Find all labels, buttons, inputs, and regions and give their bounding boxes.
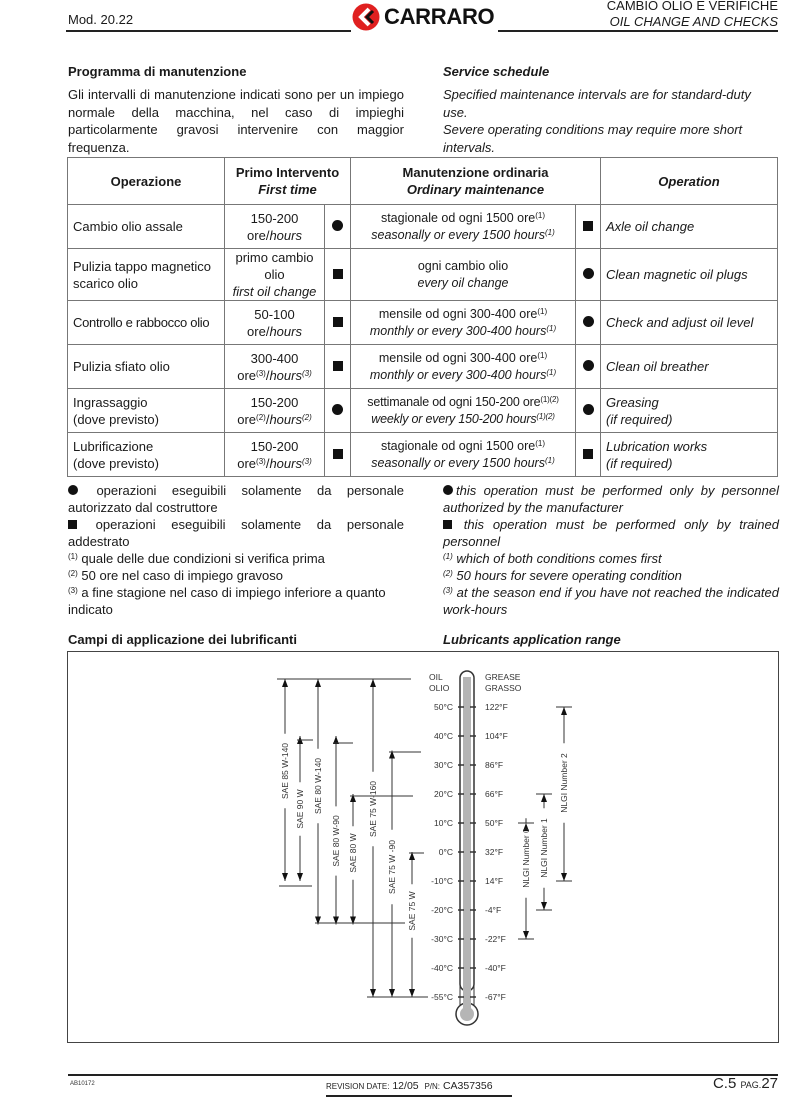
- footnote-ref: (1): [546, 367, 557, 377]
- section-title: [607, 0, 778, 30]
- svg-text:GREASE: GREASE: [485, 672, 521, 682]
- section-title-en: OIL CHANGE AND CHECKS: [609, 14, 778, 29]
- footnote-ref: (2): [301, 412, 312, 422]
- model-label: Mod. 20.22: [68, 12, 134, 27]
- cell-operazione: Controllo e rabbocco olio: [68, 301, 225, 345]
- square-icon: [583, 449, 593, 459]
- ordinary-en-text: weekly or every 150-200 hours: [371, 411, 537, 426]
- col-header-first-time: [225, 158, 351, 205]
- cell-symbol-first: [325, 301, 351, 345]
- unit-en: hours: [269, 411, 302, 427]
- table-header-row: [68, 158, 778, 205]
- ordinary-it: [356, 438, 570, 455]
- footnote-text: quale delle due condizioni si verifica prima: [77, 551, 325, 566]
- square-icon: [333, 449, 343, 459]
- footnote-1-en: [443, 550, 779, 567]
- service-schedule-table: [67, 157, 778, 477]
- footnote-text: at the season end if you have not reached the indicated work-hours: [443, 585, 779, 617]
- ordinary-it: [356, 350, 570, 367]
- first-time-value: primo cambio olio: [235, 250, 314, 282]
- cell-operazione: [68, 389, 225, 433]
- unit-en: hours: [269, 227, 302, 243]
- operation-text: Lubrication works: [606, 438, 708, 454]
- note-text: this operation must be performed only by trained personnel: [443, 517, 779, 549]
- cell-operation: Clean oil breather: [601, 345, 778, 389]
- col-header-operazione: Operazione: [68, 158, 225, 205]
- svg-text:20°C: 20°C: [434, 789, 453, 799]
- circle-icon: [583, 268, 594, 279]
- cell-operation: [601, 433, 778, 477]
- revision-info: [326, 1080, 493, 1092]
- intro-body-en-1: Specified maintenance intervals are for standard-duty use.: [443, 87, 751, 120]
- svg-text:50°F: 50°F: [485, 818, 504, 828]
- cell-operation: [601, 389, 778, 433]
- ordinary-en: [356, 367, 570, 384]
- square-icon: [443, 520, 452, 529]
- intro-body-en-2: Severe operating conditions may require more short intervals.: [443, 122, 743, 155]
- footnote-ref: (1)(2): [540, 394, 559, 404]
- cell-symbol-first: [325, 205, 351, 249]
- table-row: [68, 389, 778, 433]
- cell-symbol-ordinary: [576, 345, 601, 389]
- svg-text:50°C: 50°C: [434, 702, 453, 712]
- footnote-mark: (1): [68, 552, 78, 561]
- unit-en: hours: [269, 367, 302, 383]
- unit-it: ore: [247, 227, 266, 243]
- cell-ordinary: [351, 249, 576, 301]
- brand-name: CARRARO: [384, 4, 495, 29]
- svg-text:NLGI Number 1: NLGI Number 1: [539, 818, 549, 878]
- footnote-text: a fine stagione nel caso di impiego inferiore a quanto indicato: [68, 585, 386, 617]
- table-row: [68, 433, 778, 477]
- lubricants-range-diagram: [68, 652, 780, 1044]
- footnote-ref: (1): [546, 323, 557, 333]
- footnote-ref: (3): [256, 368, 266, 378]
- unit-en: hours: [269, 455, 302, 471]
- cell-ordinary: [351, 301, 576, 345]
- cell-first-time: [225, 249, 325, 301]
- svg-text:SAE 75 W: SAE 75 W: [407, 891, 417, 931]
- first-time-value-en: first oil change: [232, 284, 317, 299]
- operation-note: (if required): [606, 455, 673, 471]
- cell-operazione: Pulizia sfiato olio: [68, 345, 225, 389]
- section-title-it: CAMBIO OLIO E VERIFICHE: [606, 0, 778, 13]
- section-number: C.5: [712, 1075, 737, 1092]
- footnote-ref: (2): [256, 412, 266, 422]
- first-time-unit: ore$^{(3)}$/hours$^{(3)}$: [237, 455, 312, 471]
- intro-left: [68, 64, 404, 156]
- cell-first-time: [225, 433, 325, 477]
- svg-text:0°C: 0°C: [438, 847, 453, 857]
- footnote-ref: (1): [537, 306, 548, 316]
- cell-ordinary: [351, 389, 576, 433]
- svg-text:SAE 80 W-90: SAE 80 W-90: [331, 815, 341, 867]
- col-header-ordinary-it: Manutenzione ordinaria: [402, 165, 549, 180]
- svg-text:30°C: 30°C: [434, 760, 453, 770]
- page-label: PAG.: [740, 1080, 762, 1090]
- cell-symbol-ordinary: [576, 301, 601, 345]
- footnote-ref: (3): [301, 368, 312, 378]
- first-time-unit: ore/hours: [247, 323, 302, 339]
- footnote-3-it: [68, 584, 404, 618]
- cell-operazione: Cambio olio assale: [68, 205, 225, 249]
- unit-it: ore: [237, 455, 257, 471]
- cell-ordinary: [351, 345, 576, 389]
- document-code: AB10172: [70, 1081, 95, 1087]
- unit-it: ore: [237, 367, 257, 383]
- revision-rule: [326, 1095, 512, 1097]
- svg-text:SAE 85 W-140: SAE 85 W-140: [280, 742, 290, 800]
- cell-symbol-first: [325, 345, 351, 389]
- cell-symbol-ordinary: [576, 205, 601, 249]
- note-square-en: [443, 516, 779, 550]
- svg-text:NLGI Number 2: NLGI Number 2: [559, 753, 569, 813]
- ordinary-it-text: stagionale od ogni 1500 ore: [380, 438, 536, 453]
- cell-first-time: [225, 205, 325, 249]
- cell-operation: Axle oil change: [601, 205, 778, 249]
- footnote-mark: (2): [443, 569, 453, 578]
- cell-first-time: [225, 301, 325, 345]
- operation-note: (if required): [606, 411, 673, 427]
- lubricants-title-it: Campi di applicazione dei lubrificanti: [68, 632, 297, 647]
- footnote-ref: (1)(2): [536, 411, 555, 421]
- svg-text:-55°C: -55°C: [431, 992, 453, 1002]
- cell-symbol-first: [325, 249, 351, 301]
- header-rule-left: [66, 30, 351, 32]
- ordinary-it: [356, 394, 570, 411]
- intro-body-it: Gli intervalli di manutenzione indicati sono per un impiego normale della macchina, nel caso di impieghi particolarmente gravosi intervenire con maggior frequenza.: [68, 87, 404, 155]
- svg-text:-67°F: -67°F: [485, 992, 506, 1002]
- notes-it: [68, 482, 404, 618]
- table-row: [68, 345, 778, 389]
- cell-symbol-ordinary: [576, 389, 601, 433]
- note-circle-en: [443, 482, 779, 516]
- lubricants-chart: [67, 651, 779, 1043]
- footnote-ref: (1): [535, 210, 546, 220]
- cell-operation: Check and adjust oil level: [601, 301, 778, 345]
- ordinary-it: [356, 210, 570, 227]
- cell-operazione: Pulizia tappo magnetico scarico olio: [68, 249, 225, 301]
- page-number: [713, 1075, 778, 1092]
- svg-text:OLIO: OLIO: [429, 683, 450, 693]
- svg-text:OIL: OIL: [429, 672, 443, 682]
- svg-text:SAE 75 W -90: SAE 75 W -90: [387, 840, 397, 894]
- ordinary-en: every oil change: [417, 275, 509, 290]
- circle-icon: [583, 360, 594, 371]
- pn-label: P/N:: [424, 1082, 441, 1091]
- square-icon: [333, 317, 343, 327]
- circle-icon: [583, 316, 594, 327]
- cell-first-time: [225, 345, 325, 389]
- col-header-first-time-en: First time: [258, 182, 317, 197]
- unit-en: hours: [269, 323, 302, 339]
- unit-it: ore: [247, 323, 266, 339]
- cell-symbol-ordinary: [576, 433, 601, 477]
- ordinary-en: [356, 323, 570, 340]
- square-icon: [333, 361, 343, 371]
- note-square-it: [68, 516, 404, 550]
- revision-date: 12/05: [392, 1080, 419, 1092]
- lubricants-title-en: Lubricants application range: [443, 632, 621, 647]
- ordinary-it: [356, 306, 570, 323]
- footnote-ref: (1): [544, 227, 555, 237]
- ordinary-it-text: stagionale od ogni 1500 ore: [380, 210, 536, 225]
- cell-ordinary: [351, 433, 576, 477]
- operazione-note: (dove previsto): [73, 455, 159, 471]
- operazione-text: Ingrassaggio: [73, 394, 148, 410]
- ordinary-en-text: monthly or every 300-400 hours: [369, 323, 547, 338]
- ordinary-en-text: monthly or every 300-400 hours: [369, 367, 547, 382]
- circle-icon: [332, 220, 343, 231]
- ordinary-en-text: seasonally or every 1500 hours: [371, 227, 545, 242]
- svg-text:104°F: 104°F: [485, 731, 508, 741]
- operazione-text: Lubrificazione: [73, 438, 154, 454]
- table-row: [68, 205, 778, 249]
- page-value: 27: [761, 1075, 778, 1092]
- svg-text:GRASSO: GRASSO: [485, 683, 522, 693]
- svg-text:40°C: 40°C: [434, 731, 453, 741]
- ordinary-en: [356, 227, 570, 244]
- unit-it: ore: [237, 411, 257, 427]
- intro-right: [443, 64, 779, 156]
- ordinary-it-text: mensile od ogni 300-400 ore: [378, 350, 538, 365]
- note-circle-it: [68, 482, 404, 516]
- footnote-ref: (1): [537, 350, 548, 360]
- svg-text:-4°F: -4°F: [485, 905, 502, 915]
- intro-title-it: Programma di manutenzione: [68, 64, 247, 79]
- svg-text:-20°C: -20°C: [431, 905, 453, 915]
- svg-text:SAE 80 W-140: SAE 80 W-140: [313, 757, 323, 815]
- svg-text:32°F: 32°F: [485, 847, 504, 857]
- note-text: this operation must be performed only by personnel authorized by the manufacturer: [443, 483, 779, 515]
- operation-text: Greasing: [606, 394, 659, 410]
- intro-title-en: Service schedule: [443, 64, 550, 79]
- svg-text:10°C: 10°C: [434, 818, 453, 828]
- circle-icon: [443, 485, 453, 495]
- first-time-value: 50-100: [254, 306, 295, 322]
- footnote-mark: (3): [68, 586, 78, 595]
- notes-en: [443, 482, 779, 618]
- footnote-mark: (3): [443, 586, 453, 595]
- thermometer-fill: [463, 677, 471, 997]
- cell-symbol-first: [325, 433, 351, 477]
- svg-text:-40°F: -40°F: [485, 963, 506, 973]
- col-header-first-time-it: Primo Intervento: [235, 165, 340, 180]
- footnote-text: which of both conditions comes first: [452, 551, 662, 566]
- circle-icon: [583, 404, 594, 415]
- table-row: [68, 301, 778, 345]
- svg-text:14°F: 14°F: [485, 876, 504, 886]
- first-time-value: 300-400: [250, 350, 299, 366]
- footnote-ref: (1): [544, 455, 555, 465]
- svg-text:66°F: 66°F: [485, 789, 504, 799]
- svg-text:-22°F: -22°F: [485, 934, 506, 944]
- ordinary-it-text: mensile od ogni 300-400 ore: [378, 306, 538, 321]
- circle-icon: [68, 485, 78, 495]
- operazione-note: (dove previsto): [73, 411, 159, 427]
- svg-text:NLGI Number 0: NLGI Number 0: [521, 828, 531, 888]
- note-text: operazioni eseguibili solamente da personale autorizzato dal costruttore: [68, 483, 404, 515]
- square-icon: [583, 221, 593, 231]
- cell-symbol-first: [325, 389, 351, 433]
- footnote-3-en: [443, 584, 779, 618]
- footnote-ref: (3): [256, 456, 266, 466]
- square-icon: [68, 520, 77, 529]
- col-header-operation: Operation: [601, 158, 778, 205]
- cell-operation: Clean magnetic oil plugs: [601, 249, 778, 301]
- revision-label: REVISION DATE:: [326, 1082, 390, 1091]
- ordinary-en: [356, 455, 570, 472]
- ordinary-en: [356, 411, 570, 428]
- ordinary-en-text: seasonally or every 1500 hours: [371, 455, 545, 470]
- svg-text:SAE 90 W: SAE 90 W: [295, 789, 305, 829]
- note-text: operazioni eseguibili solamente da personale addestrato: [68, 517, 404, 549]
- svg-text:SAE 80 W: SAE 80 W: [348, 833, 358, 873]
- col-header-ordinary-en: Ordinary maintenance: [406, 182, 545, 197]
- footnote-ref: (1): [535, 438, 546, 448]
- footnote-2-en: [443, 567, 779, 584]
- col-header-ordinary: [351, 158, 601, 205]
- svg-text:-40°C: -40°C: [431, 963, 453, 973]
- carraro-logo-icon: [352, 3, 380, 31]
- ordinary-it-text: settimanale od ogni 150-200 ore: [367, 394, 541, 409]
- svg-text:86°F: 86°F: [485, 760, 504, 770]
- header-rule-right: [498, 30, 778, 32]
- cell-operazione: [68, 433, 225, 477]
- cell-symbol-ordinary: [576, 249, 601, 301]
- first-time-value: 150-200: [250, 210, 299, 226]
- footnote-ref: (3): [301, 456, 312, 466]
- footnote-1-it: [68, 550, 404, 567]
- table-row: [68, 249, 778, 301]
- first-time-unit: ore$^{(2)}$/hours$^{(2)}$: [237, 411, 312, 427]
- cell-first-time: [225, 389, 325, 433]
- footnote-text: 50 ore nel caso di impiego gravoso: [77, 568, 284, 583]
- ordinary-it: ogni cambio olio: [417, 258, 509, 273]
- circle-icon: [332, 404, 343, 415]
- part-number: CA357356: [442, 1080, 493, 1092]
- footer-rule: [68, 1074, 778, 1076]
- footnote-2-it: [68, 567, 404, 584]
- first-time-unit: ore$^{(3)}$/hours$^{(3)}$: [237, 367, 312, 383]
- cell-ordinary: [351, 205, 576, 249]
- svg-text:SAE 75 W-160: SAE 75 W-160: [368, 780, 378, 838]
- footnote-text: 50 hours for severe operating condition: [452, 568, 682, 583]
- first-time-value: 150-200: [250, 394, 299, 410]
- footnote-mark: (2): [68, 569, 78, 578]
- footnote-mark: (1): [443, 552, 453, 561]
- square-icon: [333, 269, 343, 279]
- svg-text:-30°C: -30°C: [431, 934, 453, 944]
- carraro-logo: [352, 2, 502, 32]
- first-time-value: 150-200: [250, 438, 299, 454]
- first-time-unit: ore/hours: [247, 227, 302, 243]
- svg-text:-10°C: -10°C: [431, 876, 453, 886]
- svg-text:122°F: 122°F: [485, 702, 508, 712]
